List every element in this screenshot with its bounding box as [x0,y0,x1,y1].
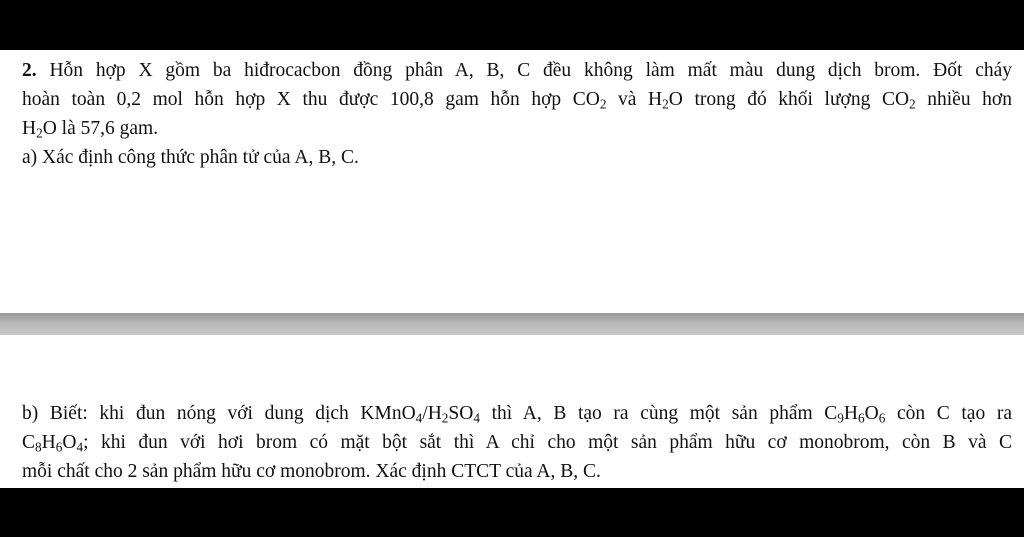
problem-text: Hỗn hợp X gồm ba hiđrocacbon đồng phân A, B, C đều không làm mất màu dung dịch brom. Đốt cháy [49,60,1013,81]
problem-line-1 [22,56,1012,85]
problem-part-b [22,399,1012,486]
problem-part-a [22,56,1012,172]
question-b-line-2: $C_8H_6O_4$; khi đun với hơi brom có mặt bột sắt thì A chỉ cho một sản phẩm hữu cơ monobrom, còn B và C [22,432,1012,455]
question-b-line-3: mỗi chất cho 2 sản phẩm hữu cơ monobrom. Xác định CTCT của A, B, C. [22,461,601,482]
page-separator-band [0,313,1024,335]
problem-line-2: hoàn toàn 0,2 mol hỗn hợp X thu được 100,8 gam hỗn hợp $CO_2$ và $H_2O$ trong đó khối lượng $CO_2$ nhiều hơn [22,89,1012,112]
problem-line-3: $H_2O$ là 57,6 gam. [22,118,159,141]
question-b-line-1: b) Biết: khi đun nóng với dung dịch $KMnO_4/H_2SO_4$ thì A, B tạo ra cùng một sản phẩm $C_9H_6O_6$ còn C tạo ra [22,403,1012,426]
problem-number: 2. [22,60,37,81]
question-a: a) Xác định công thức phân tử của A, B, C. [22,147,359,168]
